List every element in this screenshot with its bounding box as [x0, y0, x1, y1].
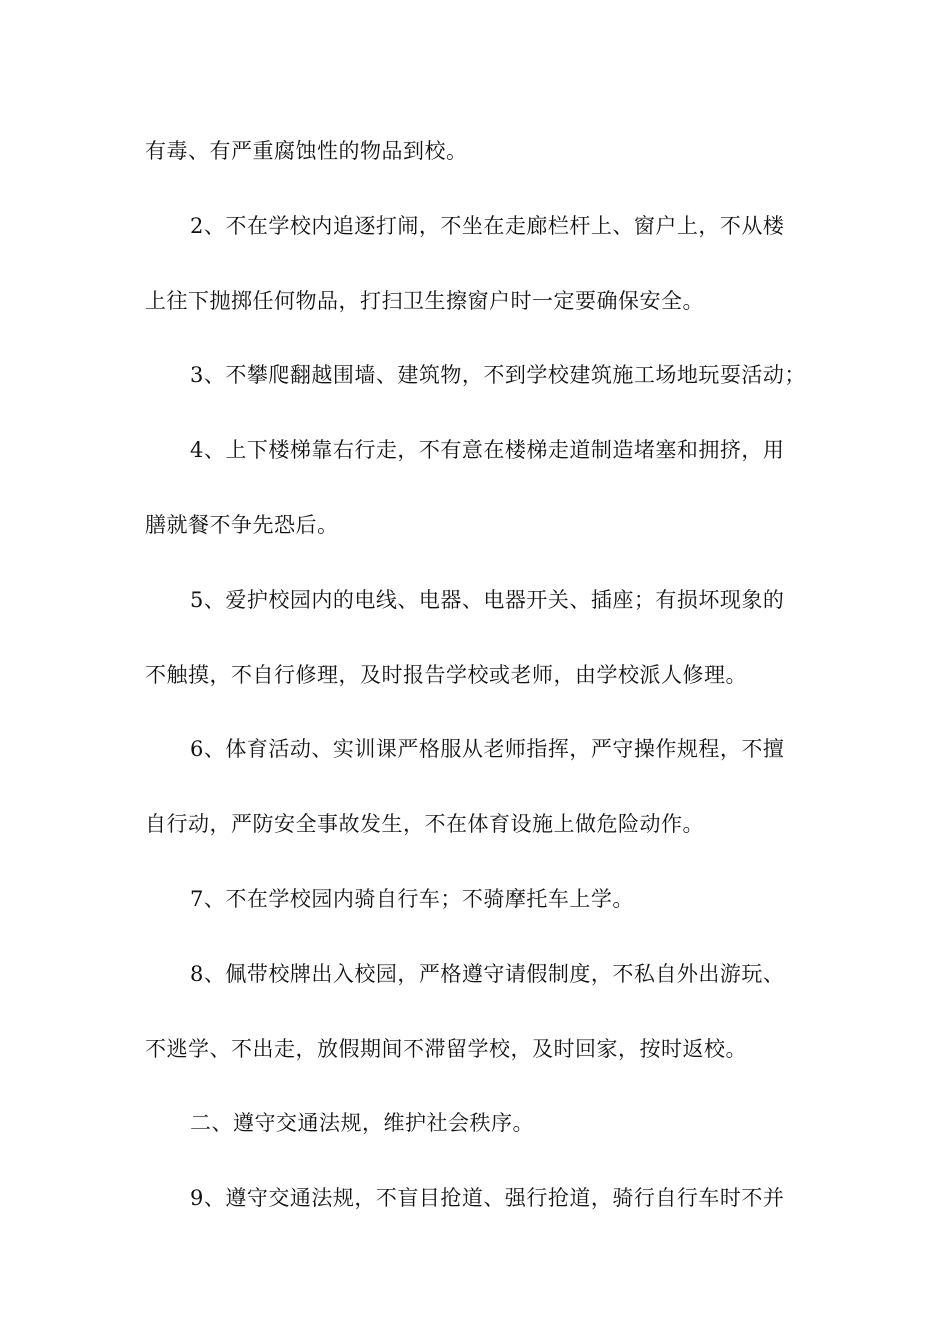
text-line: 2、不在学校内追逐打闹，不坐在走廊栏杆上、窗户上，不从楼: [190, 214, 785, 238]
text-line: 9、遵守交通法规，不盲目抢道、强行抢道，骑行自行车时不并: [190, 1186, 785, 1210]
text-line: 7、不在学校园内骑自行车；不骑摩托车上学。: [190, 887, 634, 911]
text-line: 不逃学、不出走，放假期间不滞留学校，及时回家，按时返校。: [145, 1037, 747, 1061]
text-line: 3、不攀爬翻越围墙、建筑物，不到学校建筑施工场地玩耍活动；: [190, 363, 806, 387]
section-heading: 二、遵守交通法规，维护社会秩序。: [190, 1111, 534, 1135]
text-line: 有毒、有严重腐蚀性的物品到校。: [145, 139, 468, 163]
text-line: 5、爱护校园内的电线、电器、电器开关、插座；有损坏现象的: [190, 588, 785, 612]
text-line: 自行动，严防安全事故发生，不在体育设施上做危险动作。: [145, 812, 704, 836]
text-line: 6、体育活动、实训课严格服从老师指挥，严守操作规程，不擅: [190, 737, 785, 761]
text-line: 上往下抛掷任何物品，打扫卫生擦窗户时一定要确保安全。: [145, 289, 704, 313]
text-line: 膳就餐不争先恐后。: [145, 513, 339, 537]
text-line: 不触摸，不自行修理，及时报告学校或老师，由学校派人修理。: [145, 663, 747, 687]
text-line: 4、上下楼梯靠右行走，不有意在楼梯走道制造堵塞和拥挤，用: [190, 438, 785, 462]
text-line: 8、佩带校牌出入校园，严格遵守请假制度，不私自外出游玩、: [190, 962, 785, 986]
